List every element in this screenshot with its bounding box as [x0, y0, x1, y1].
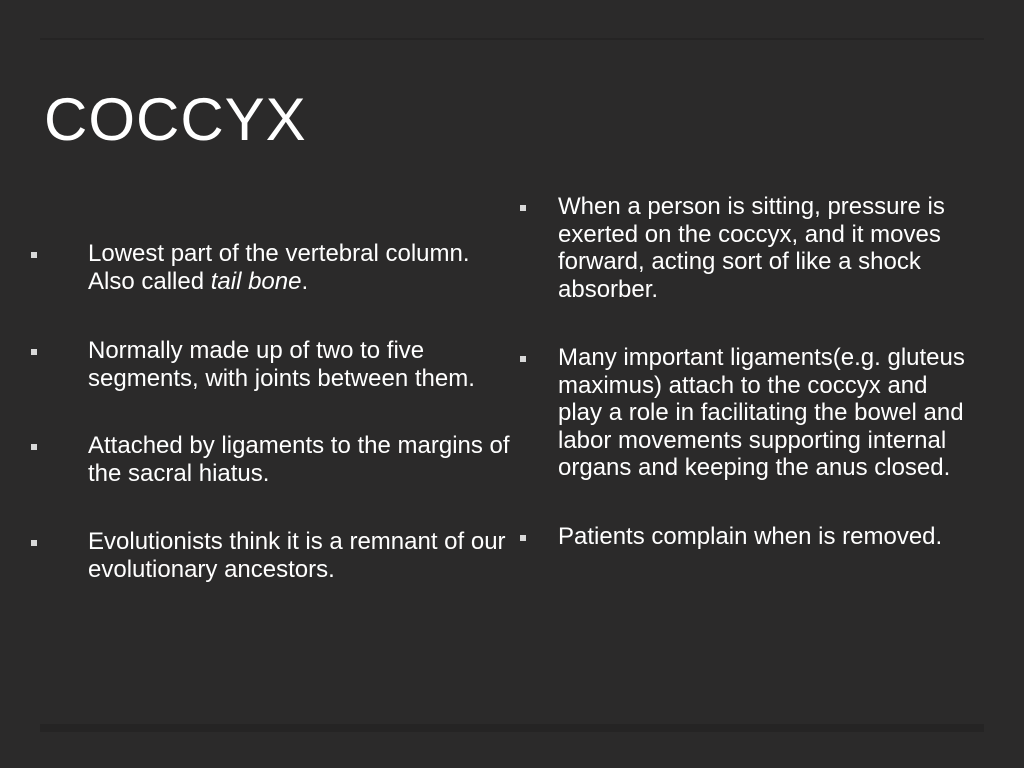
square-bullet-icon [31, 540, 37, 546]
right-bullet-list [500, 193, 970, 550]
bottom-divider [40, 724, 984, 732]
bullet-emphasis: tail bone [210, 267, 302, 295]
bullet-text: Normally made up of two to five segments, with joints between them. [88, 337, 475, 392]
square-bullet-icon [31, 252, 37, 258]
bullet-text: Attached by ligaments to the margins of the sacral hiatus. [88, 432, 510, 487]
list-item [500, 344, 970, 482]
bullet-text: When a person is sitting, pressure is exerted on the coccyx, and it moves forward, acting sort of like a shock absorber. [558, 193, 945, 303]
bullet-text: Evolutionists think it is a remnant of our evolutionary ancestors. [88, 528, 506, 583]
square-bullet-icon [31, 444, 37, 450]
square-bullet-icon [520, 535, 526, 541]
left-bullet-list [30, 240, 510, 583]
slide-title: COCCYX [44, 86, 307, 153]
list-item [30, 528, 510, 583]
square-bullet-icon [520, 356, 526, 362]
list-item [30, 337, 510, 392]
top-divider [40, 38, 984, 40]
bullet-suffix: . [301, 267, 309, 295]
list-item [500, 523, 970, 551]
list-item [30, 240, 510, 295]
list-item [30, 432, 510, 487]
bullet-text: Patients complain when is removed. [558, 522, 943, 550]
square-bullet-icon [31, 349, 37, 355]
bullet-text: Many important ligaments(e.g. gluteus maximus) attach to the coccyx and play a role in facilitating the bowel and labor movements supporting internal organs and keeping the anus closed. [558, 344, 965, 481]
square-bullet-icon [520, 205, 526, 211]
bullet-text: Lowest part of the vertebral column. Also called [88, 240, 470, 295]
list-item [500, 193, 970, 303]
